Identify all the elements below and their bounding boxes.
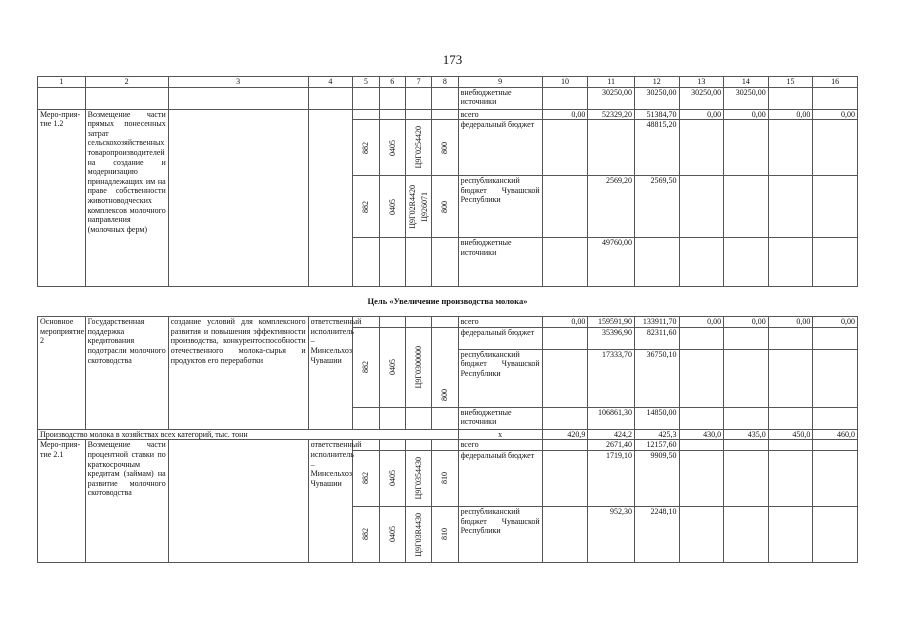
col-header: 1 bbox=[38, 77, 86, 88]
value-cell: 460,0 bbox=[813, 429, 858, 440]
col-header: 7 bbox=[405, 77, 431, 88]
source-cell: республиканский бюджет Чувашской Республики bbox=[458, 349, 542, 407]
value-cell: x bbox=[458, 429, 542, 440]
table-row bbox=[38, 87, 858, 109]
kbk-code: 882 bbox=[361, 200, 371, 213]
kbk-code: 800 bbox=[440, 141, 450, 154]
kbk-code: 0405 bbox=[387, 526, 397, 543]
col-header: 2 bbox=[85, 77, 168, 88]
source-cell: федеральный бюджет bbox=[458, 327, 542, 349]
value-cell: 0,00 bbox=[768, 109, 813, 120]
value-cell: 30250,00 bbox=[679, 87, 724, 109]
col-header: 13 bbox=[679, 77, 724, 88]
value-cell: 435,0 bbox=[724, 429, 769, 440]
value-cell: 51384,70 bbox=[634, 109, 679, 120]
value-cell: 14850,00 bbox=[634, 407, 679, 429]
value-cell: 0,00 bbox=[542, 109, 588, 120]
indicator-row bbox=[38, 429, 858, 440]
value-cell: 0,00 bbox=[813, 109, 858, 120]
value-cell: 1719,10 bbox=[588, 450, 635, 506]
source-cell: республиканский бюджет Чувашской Республики bbox=[458, 506, 542, 562]
source-cell: внебюджетные источники bbox=[458, 238, 542, 287]
kbk-code: Ц926071 bbox=[420, 191, 430, 222]
kbk-code: 800 bbox=[440, 200, 450, 213]
source-cell: федеральный бюджет bbox=[458, 120, 542, 176]
event-description: Возмещение части процентной ставки по краткосрочным кредитам (займам) на развитие молочного скотоводства bbox=[85, 440, 168, 563]
value-cell: 0,00 bbox=[542, 317, 588, 328]
kbk-code: Ц9Г0354430 bbox=[414, 457, 424, 500]
value-cell: 425,3 bbox=[634, 429, 679, 440]
event-id: Меро-прия-тие 2.1 bbox=[38, 440, 86, 563]
kbk-code: 882 bbox=[361, 528, 371, 541]
goal-title: Цель «Увеличение производства молока» bbox=[38, 287, 858, 317]
value-cell: 0,00 bbox=[724, 109, 769, 120]
value-cell: 2671,40 bbox=[588, 440, 635, 451]
kbk-code: Ц9Г0300000 bbox=[414, 346, 424, 389]
col-header: 16 bbox=[813, 77, 858, 88]
table-row bbox=[38, 109, 858, 120]
kbk-code: 882 bbox=[361, 472, 371, 485]
kbk-code: 0405 bbox=[387, 359, 397, 376]
value-cell: 159591,90 bbox=[588, 317, 635, 328]
kbk-code: 0405 bbox=[387, 198, 397, 215]
value-cell: 36750,10 bbox=[634, 349, 679, 407]
value-cell: 48815,20 bbox=[634, 120, 679, 176]
table-row bbox=[38, 440, 858, 451]
source-cell: всего bbox=[458, 440, 542, 451]
value-cell: 52329,20 bbox=[588, 109, 635, 120]
event-id: Меро-прия-тие 1.2 bbox=[38, 109, 86, 287]
value-cell: 2569,50 bbox=[634, 176, 679, 238]
col-header: 10 bbox=[542, 77, 588, 88]
table-row bbox=[38, 317, 858, 328]
value-cell: 12157,60 bbox=[634, 440, 679, 451]
kbk-code: Ц9Г03R4430 bbox=[414, 512, 424, 557]
value-cell: 424,2 bbox=[588, 429, 635, 440]
budget-table bbox=[37, 76, 858, 563]
value-cell: 0,00 bbox=[679, 317, 724, 328]
executor: ответственный исполнитель – Минсельхоз Чувашии bbox=[308, 440, 353, 563]
value-cell: 133911,70 bbox=[634, 317, 679, 328]
col-header: 4 bbox=[308, 77, 353, 88]
source-cell: федеральный бюджет bbox=[458, 450, 542, 506]
kbk-code: 882 bbox=[361, 361, 371, 374]
kbk-code: Ц9Г0254420 bbox=[414, 126, 424, 169]
value-cell: 450,0 bbox=[768, 429, 813, 440]
col-header: 15 bbox=[768, 77, 813, 88]
col-header: 8 bbox=[432, 77, 458, 88]
value-cell: 952,30 bbox=[588, 506, 635, 562]
col-header: 6 bbox=[379, 77, 405, 88]
col-header: 3 bbox=[168, 77, 308, 88]
value-cell: 49760,00 bbox=[588, 238, 635, 287]
value-cell: 0,00 bbox=[679, 109, 724, 120]
value-cell: 82311,60 bbox=[634, 327, 679, 349]
value-cell bbox=[588, 120, 635, 176]
kbk-code: 882 bbox=[361, 141, 371, 154]
source-cell: внебюджетные источники bbox=[458, 87, 542, 109]
col-header: 5 bbox=[353, 77, 379, 88]
page-number: 173 bbox=[442, 52, 463, 67]
value-cell: 2569,20 bbox=[588, 176, 635, 238]
col-header: 9 bbox=[458, 77, 542, 88]
event-description: Государственная поддержка кредитования подотрасли молочного скотоводства bbox=[85, 317, 168, 430]
executor: ответственный исполнитель – Минсельхоз Чувашии bbox=[308, 317, 353, 430]
value-cell: 30250,00 bbox=[588, 87, 635, 109]
source-cell: всего bbox=[458, 317, 542, 328]
event-goal: создание условий для комплексного развития и повышения эффективности производства, конкурентоспособности отечественного молока-сырья и продуктов его переработки bbox=[168, 317, 308, 430]
value-cell: 106861,30 bbox=[588, 407, 635, 429]
value-cell: 0,00 bbox=[768, 317, 813, 328]
value-cell: 2248,10 bbox=[634, 506, 679, 562]
value-cell: 9909,50 bbox=[634, 450, 679, 506]
value-cell: 30250,00 bbox=[724, 87, 769, 109]
source-cell: республиканский бюджет Чувашской Республики bbox=[458, 176, 542, 238]
col-header: 14 bbox=[724, 77, 769, 88]
col-header: 11 bbox=[588, 77, 635, 88]
value-cell: 17333,70 bbox=[588, 349, 635, 407]
value-cell: 0,00 bbox=[724, 317, 769, 328]
indicator-label: Производство молока в хозяйствах всех категорий, тыс. тонн bbox=[38, 429, 459, 440]
kbk-code: 0405 bbox=[387, 139, 397, 156]
event-description: Возмещение части прямых понесенных затрат сельскохозяйственных товаропроизводителей на создание и модернизацию принадлежащих им на праве собственности животноводческих комплексов молочного направления (молочных ферм) bbox=[85, 109, 168, 287]
goal-row bbox=[38, 287, 858, 317]
source-cell: всего bbox=[458, 109, 542, 120]
source-cell: внебюджетные источники bbox=[458, 407, 542, 429]
column-number-row bbox=[38, 77, 858, 88]
value-cell: 0,00 bbox=[813, 317, 858, 328]
value-cell: 420,9 bbox=[542, 429, 588, 440]
kbk-code: 810 bbox=[440, 472, 450, 485]
kbk-code: Ц9Г02R4420 bbox=[407, 184, 417, 229]
kbk-code: 0405 bbox=[387, 470, 397, 487]
kbk-code: 800 bbox=[440, 388, 450, 401]
kbk-code: 810 bbox=[440, 528, 450, 541]
value-cell: 30250,00 bbox=[634, 87, 679, 109]
col-header: 12 bbox=[634, 77, 679, 88]
value-cell: 430,0 bbox=[679, 429, 724, 440]
event-id: Основное мероприятие 2 bbox=[38, 317, 86, 430]
value-cell: 35396,90 bbox=[588, 327, 635, 349]
